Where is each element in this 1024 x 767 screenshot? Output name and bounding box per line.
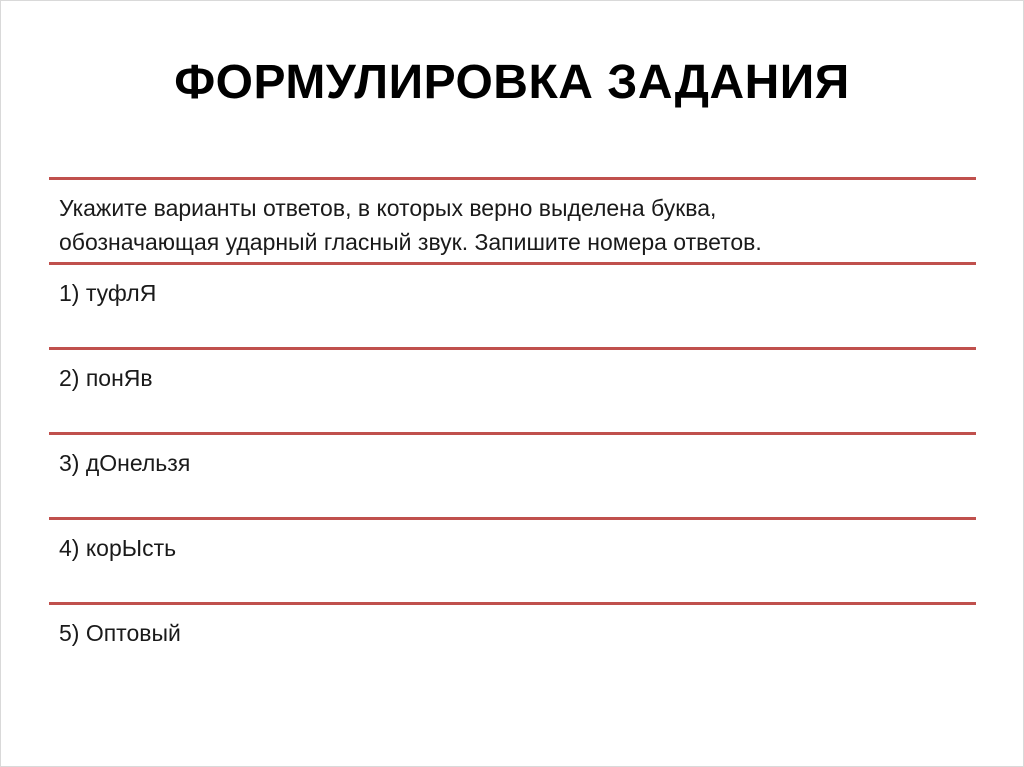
answer-option-5: 5) Оптовый <box>59 620 181 646</box>
answer-option-2: 2) понЯв <box>59 365 153 391</box>
answer-option-row <box>49 350 976 432</box>
answer-option-row <box>49 605 976 650</box>
slide-title: ФОРМУЛИРОВКА ЗАДАНИЯ <box>174 56 850 109</box>
answer-option-1: 1) туфлЯ <box>59 280 157 306</box>
answer-option-row <box>49 435 976 517</box>
task-text-line-1: Укажите варианты ответов, в которых верно выделена буква, <box>59 195 717 221</box>
task-table <box>49 177 976 650</box>
answer-option-3: 3) дОнельзя <box>59 450 191 476</box>
answer-option-row <box>49 265 976 347</box>
answer-option-row <box>49 520 976 602</box>
task-text-row <box>49 180 976 262</box>
task-text-line-2: обозначающая ударный гласный звук. Запишите номера ответов. <box>59 229 762 255</box>
answer-option-4: 4) корЫсть <box>59 535 177 561</box>
